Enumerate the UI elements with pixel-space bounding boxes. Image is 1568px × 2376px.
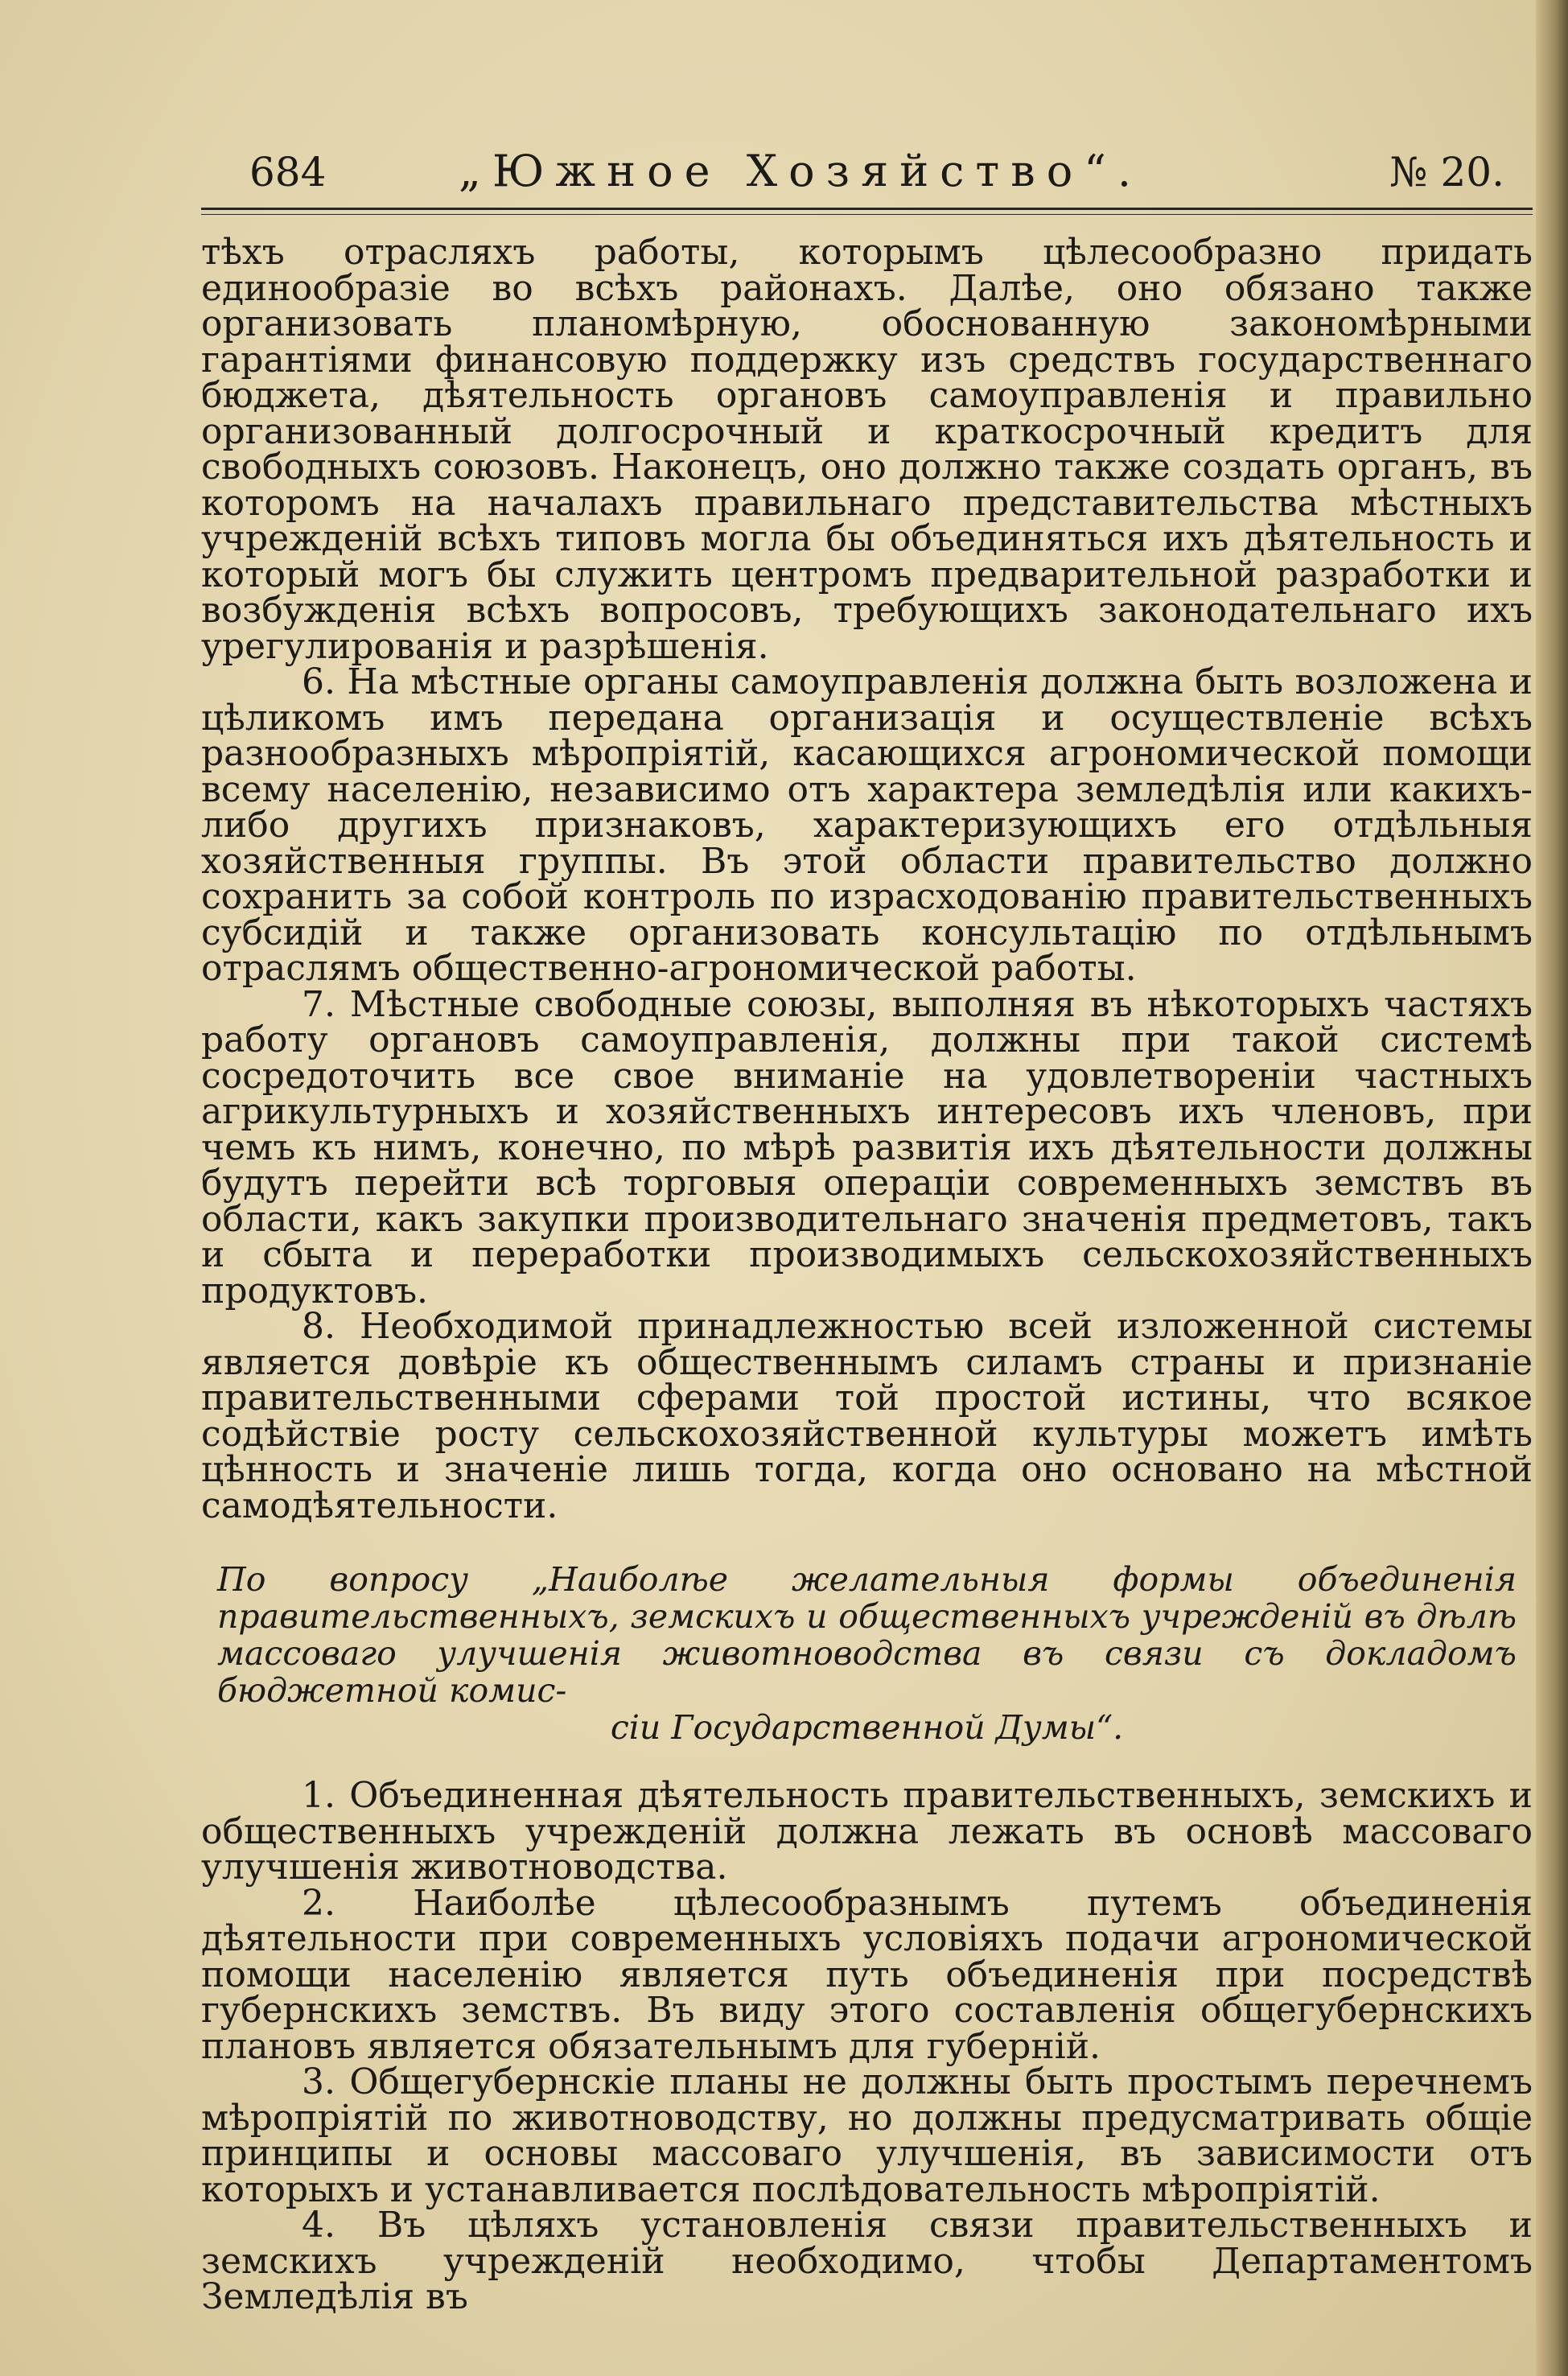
paragraph-item-8: 8. Необходимой принадлежностью всей изложенной системы является довѣріе къ общественнымъ силамъ страны и признаніе правительственными сферами той простой истины, что всякое содѣйствіе росту сельскохозяйственной культуры можетъ имѣть цѣнность и значеніе лишь тогда, когда оно основано на мѣстной самодѣятельности. <box>201 1306 1533 1526</box>
header-rule-thin <box>201 214 1533 215</box>
paragraph-item-3: 3. Общегубернскіе планы не должны быть простымъ перечнемъ мѣропріятій по животноводству, но должны предусматривать общіе принципы и основы массоваго улучшенія, въ зависимости отъ которыхъ и устанавливается послѣдовательность мѣропріятій. <box>201 2061 1533 2210</box>
article-body <box>201 232 1533 2317</box>
page-number: 684 <box>249 149 327 196</box>
section-heading-last-line: сіи Государственной Думы“. <box>610 1708 1124 1747</box>
paragraph-item-2: 2. Наиболѣе цѣлесообразнымъ путемъ объединенія дѣятельности при современныхъ условіяхъ подачи агрономической помощи населенію является путь объединенія при посредствѣ губернскихъ земствъ. Въ виду этого составленія общегубернскихъ плановъ является обязательнымъ для губерній. <box>201 1882 1533 2067</box>
section-heading <box>217 1561 1517 1746</box>
paragraph-item-1: 1. Объединенная дѣятельность правительственныхъ, земскихъ и общественныхъ учрежденій должна лежать въ основѣ массоваго улучшенія животноводства. <box>201 1775 1533 1888</box>
paragraph-item-7: 7. Мѣстные свободные союзы, выполняя въ нѣкоторыхъ частяхъ работу органовъ самоуправленія, должны при такой системѣ сосредоточить все свое вниманіе на удовлетвореніи частныхъ агрикультурныхъ и хозяйственныхъ интересовъ ихъ членовъ, при чемъ къ нимъ, конечно, по мѣрѣ развитія ихъ дѣятельности должны будутъ перейти всѣ торговыя операціи современныхъ земствъ въ области, какъ закупки производительнаго значенія предметовъ, такъ и сбыта и переработки производимыхъ сельскохозяйственныхъ продуктовъ. <box>201 983 1533 1312</box>
book-spine-shadow <box>1536 0 1568 2376</box>
section-heading-main: По вопросу „Наиболѣе желательныя формы объединенія правительственныхъ, земскихъ и общественныхъ учрежденій въ дѣлѣ массоваго улучшенія животноводства въ связи съ докладомъ бюджетной комис- <box>217 1560 1517 1710</box>
header-rule-thick <box>201 208 1533 210</box>
journal-title: „Южное Хозяйство“. <box>459 146 1142 196</box>
page-header <box>201 146 1529 205</box>
issue-number: № 20. <box>1389 149 1504 196</box>
paragraph-continuation: тѣхъ отрасляхъ работы, которымъ цѣлесообразно придать единообразіе во всѣхъ районахъ. Далѣе, оно обязано также организовать планомѣрную, обоснованную закономѣрными гарантіями финансовую поддержку изъ средствъ государственнаго бюджета, дѣятельность органовъ самоуправленія и правильно организованный долгосрочный и краткосрочный кредитъ для свободныхъ союзовъ. Наконецъ, оно должно также создать органъ, въ которомъ на началахъ правильнаго представительства мѣстныхъ учрежденій всѣхъ типовъ могла бы объединяться ихъ дѣятельность и который могъ бы служить центромъ предварительной разработки и возбужденія всѣхъ вопросовъ, требующихъ законодательнаго ихъ урегулированія и разрѣшенія. <box>201 232 1533 667</box>
paragraph-item-6: 6. На мѣстные органы самоуправленія должна быть возложена и цѣликомъ имъ передана организація и осуществленіе всѣхъ разнообразныхъ мѣропріятій, касающихся агрономической помощи всему населенію, независимо отъ характера земледѣлія или какихъ-либо другихъ признаковъ, характеризующихъ его отдѣльныя хозяйственныя группы. Въ этой области правительство должно сохранить за собой контроль по израсходованію правительственныхъ субсидій и также организовать консультацію по отдѣльнымъ отраслямъ общественно-агрономической работы. <box>201 661 1533 989</box>
paragraph-item-4: 4. Въ цѣляхъ установленія связи правительственныхъ и земскихъ учрежденій необходимо, чтобы Департаментомъ Земледѣлія въ <box>201 2205 1533 2317</box>
